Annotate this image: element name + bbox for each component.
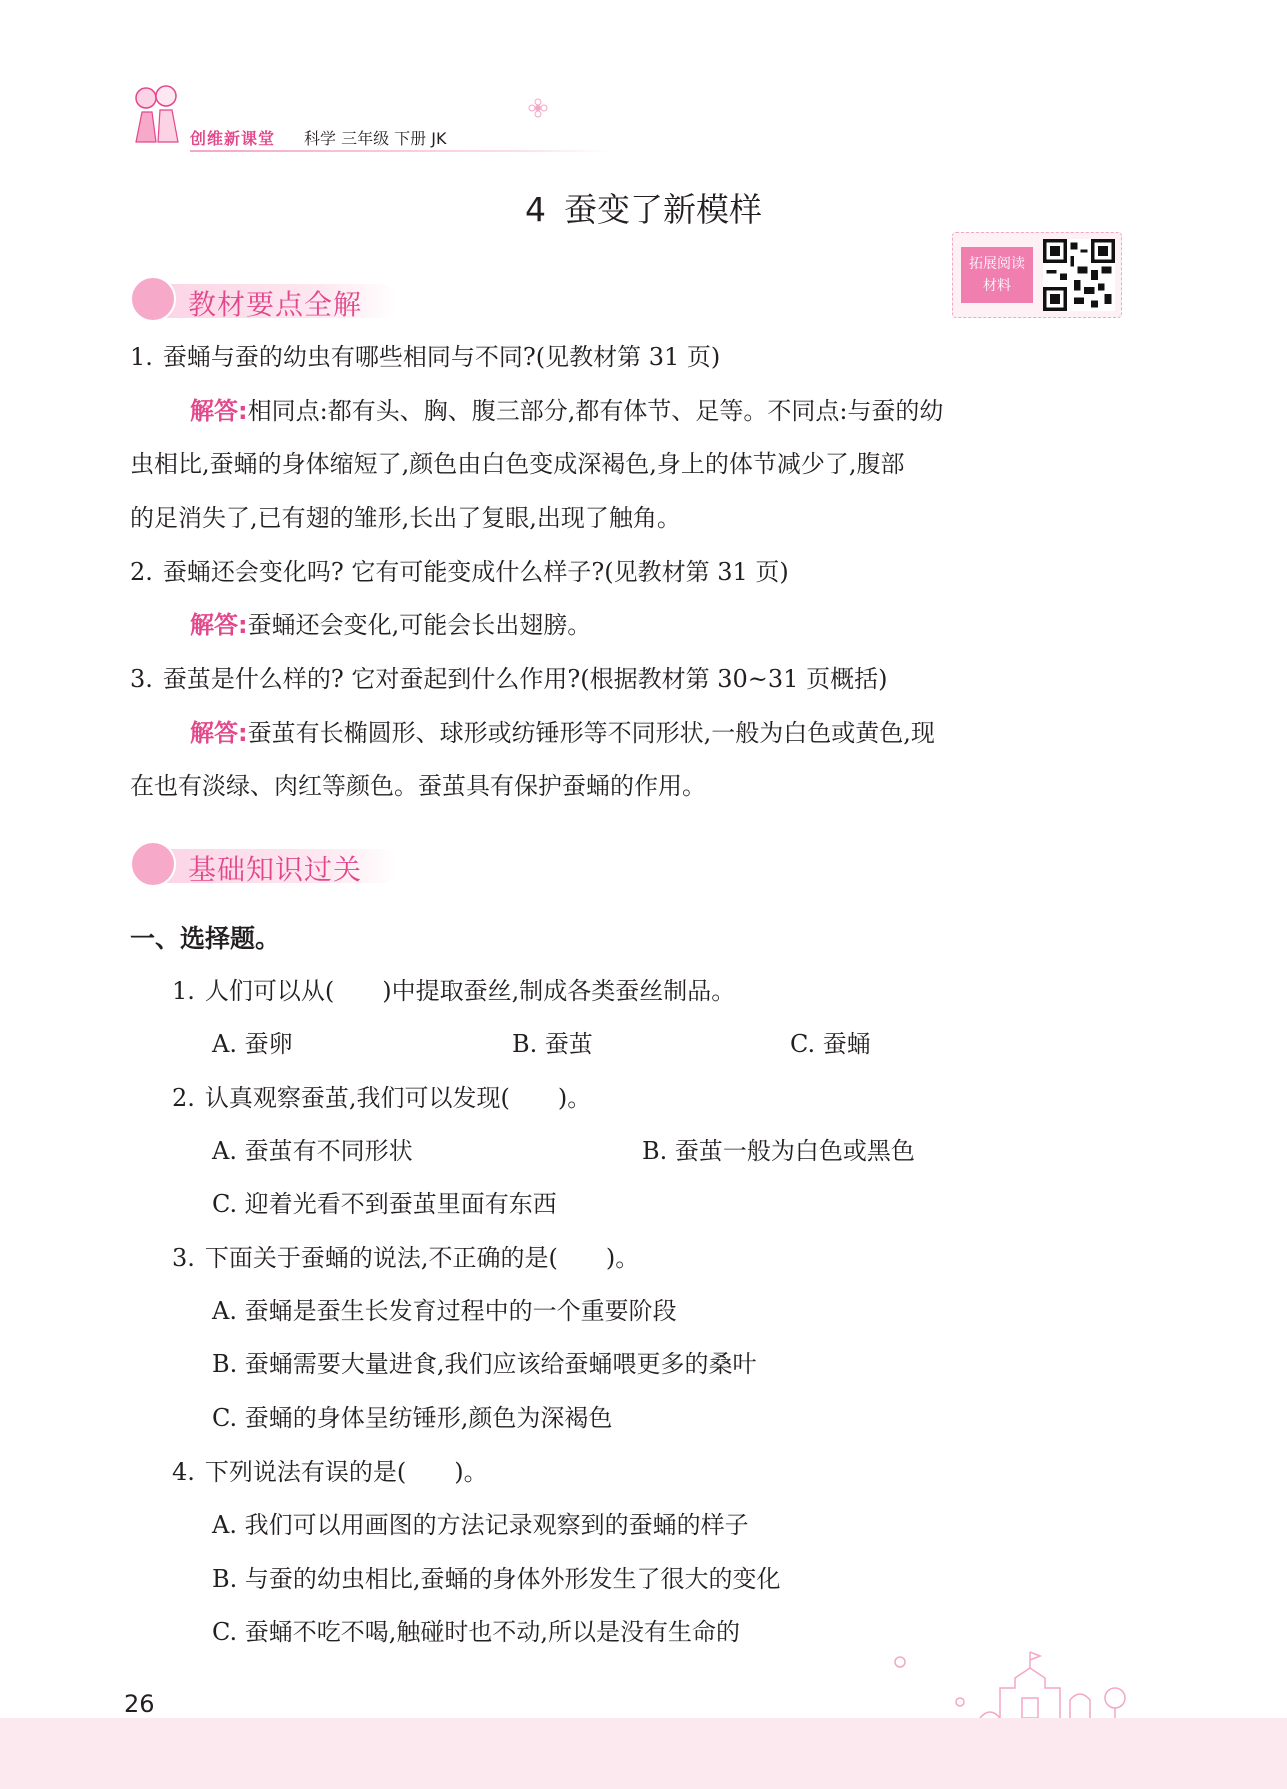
section-banner-key-points bbox=[130, 276, 410, 324]
option-a[interactable]: A. 蚕茧有不同形状 bbox=[212, 1137, 413, 1165]
lesson-title-text: 蚕变了新模样 bbox=[564, 190, 762, 229]
brand-name: 创维新课堂 bbox=[190, 129, 276, 148]
page-number: 26 bbox=[124, 1690, 155, 1718]
header-divider bbox=[190, 150, 610, 152]
answer-1-line-2: 虫相比,蚕蛹的身体缩短了,颜色由白色变成深褐色,身上的体节减少了,腹部 bbox=[130, 450, 905, 478]
footer-band bbox=[0, 1718, 1287, 1789]
answer-label: 解答: bbox=[190, 719, 248, 747]
section-title: 教材要点全解 bbox=[188, 288, 363, 321]
choice-question-1: 1. 人们可以从( )中提取蚕丝,制成各类蚕丝制品。 bbox=[172, 977, 736, 1005]
answer-3-line-1: 解答:蚕茧有长椭圆形、球形或纺锤形等不同形状,一般为白色或黄色,现 bbox=[190, 719, 935, 747]
option-c[interactable]: C. 蚕蛹不吃不喝,触碰时也不动,所以是没有生命的 bbox=[212, 1618, 741, 1646]
question-2: 2. 蚕蛹还会变化吗? 它有可能变成什么样子?(见教材第 31 页) bbox=[130, 558, 789, 586]
option-a[interactable]: A. 蚕蛹是蚕生长发育过程中的一个重要阶段 bbox=[212, 1297, 677, 1325]
option-c[interactable]: C. 蚕蛹 bbox=[790, 1030, 871, 1058]
choice-question-2: 2. 认真观察蚕茧,我们可以发现( )。 bbox=[172, 1084, 592, 1112]
section-title: 基础知识过关 bbox=[188, 853, 363, 886]
answer-label: 解答: bbox=[190, 611, 248, 639]
answer-1-line-1: 解答:相同点:都有头、胸、腹三部分,都有体节、足等。不同点:与蚕的幼 bbox=[190, 397, 944, 425]
answer-2-line-1: 解答:蚕蛹还会变化,可能会长出翅膀。 bbox=[190, 611, 592, 639]
option-c[interactable]: C. 迎着光看不到蚕茧里面有东西 bbox=[212, 1190, 557, 1218]
extended-reading-qr[interactable] bbox=[952, 232, 1122, 318]
castle-decoration-icon bbox=[880, 1648, 1180, 1720]
option-b[interactable]: B. 蚕茧 bbox=[512, 1030, 593, 1058]
subject-grade-label: 科学 三年级 下册 JK bbox=[304, 129, 447, 148]
question-1: 1. 蚕蛹与蚕的幼虫有哪些相同与不同?(见教材第 31 页) bbox=[130, 343, 721, 371]
option-a[interactable]: A. 我们可以用画图的方法记录观察到的蚕蛹的样子 bbox=[212, 1511, 749, 1539]
option-b[interactable]: B. 与蚕的幼虫相比,蚕蛹的身体外形发生了很大的变化 bbox=[212, 1565, 781, 1593]
part-heading-choice: 一、选择题。 bbox=[130, 924, 281, 953]
lesson-title bbox=[0, 184, 1287, 231]
qr-label: 拓展阅读 材料 bbox=[961, 247, 1033, 303]
lesson-number: 4 bbox=[525, 190, 546, 229]
option-b[interactable]: B. 蚕茧一般为白色或黑色 bbox=[642, 1137, 915, 1165]
answer-1-line-3: 的足消失了,已有翅的雏形,长出了复眼,出现了触角。 bbox=[130, 504, 681, 532]
flower-decoration-icon bbox=[528, 98, 548, 118]
answer-3-line-2: 在也有淡绿、肉红等颜色。蚕茧具有保护蚕蛹的作用。 bbox=[130, 772, 706, 800]
qr-code-icon[interactable] bbox=[1043, 239, 1115, 311]
page-header bbox=[128, 82, 688, 152]
option-c[interactable]: C. 蚕蛹的身体呈纺锤形,颜色为深褐色 bbox=[212, 1404, 613, 1432]
kids-logo-icon bbox=[128, 82, 186, 150]
question-3: 3. 蚕茧是什么样的? 它对蚕起到什么作用?(根据教材第 30~31 页概括) bbox=[130, 665, 888, 693]
option-b[interactable]: B. 蚕蛹需要大量进食,我们应该给蚕蛹喂更多的桑叶 bbox=[212, 1350, 757, 1378]
section-kid-icon bbox=[130, 276, 176, 322]
section-banner-basic-knowledge bbox=[130, 841, 410, 889]
option-a[interactable]: A. 蚕卵 bbox=[212, 1030, 293, 1058]
answer-label: 解答: bbox=[190, 397, 248, 425]
section-kid-icon bbox=[130, 841, 176, 887]
choice-question-4: 4. 下列说法有误的是( )。 bbox=[172, 1458, 488, 1486]
choice-question-3: 3. 下面关于蚕蛹的说法,不正确的是( )。 bbox=[172, 1244, 640, 1272]
